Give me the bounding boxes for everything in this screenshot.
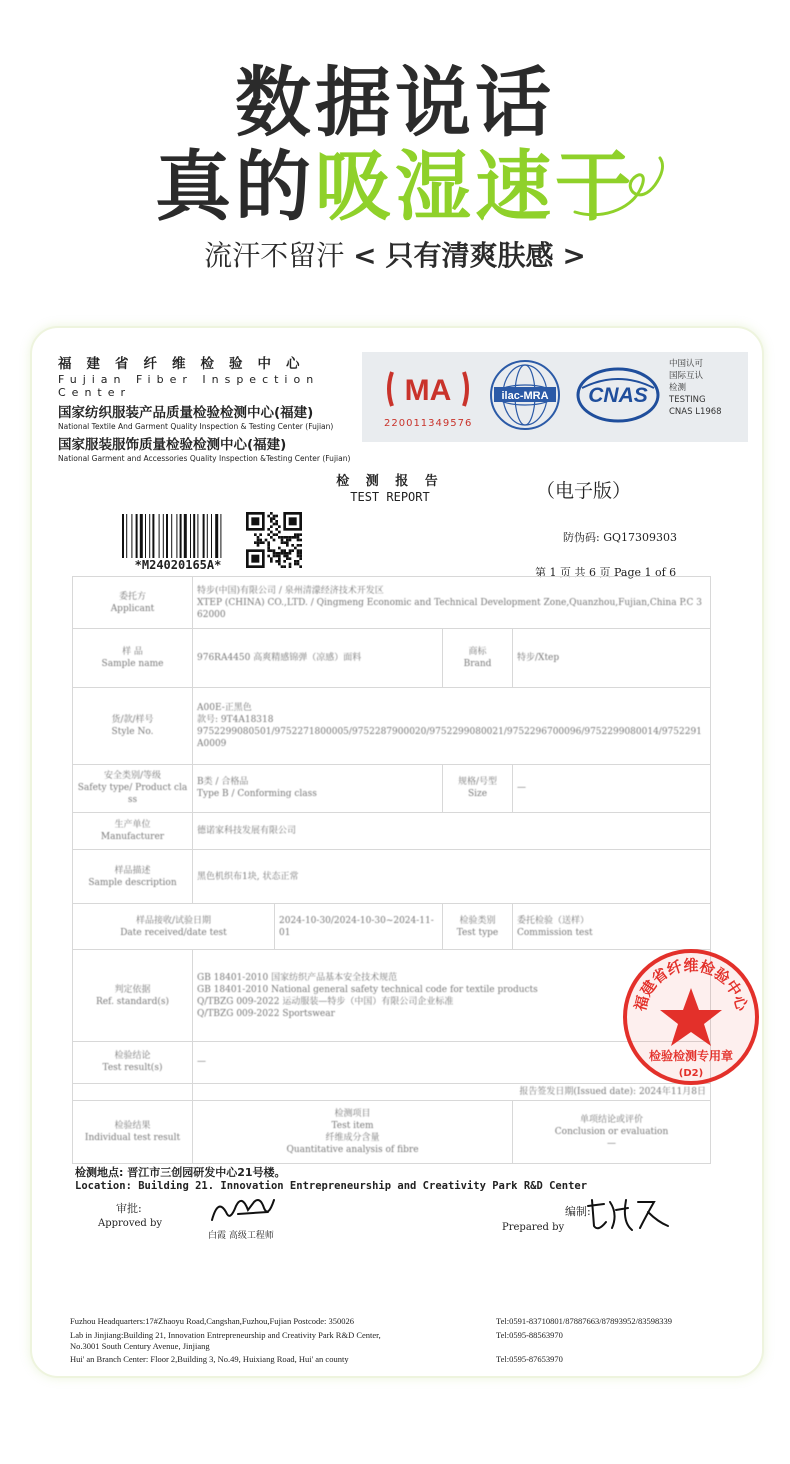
svg-text:CNAS: CNAS [588, 384, 648, 407]
subheadline-plain: 流汗不留汗 [204, 239, 345, 272]
stamp-code: (D2) [678, 1068, 704, 1079]
approved-by-en: Approved by [98, 1218, 163, 1229]
brand-label: 商标 Brand [443, 629, 513, 687]
org-name-en: Fujian Fiber Inspection Center [58, 373, 320, 399]
edition-label: （电子版） [536, 480, 632, 502]
report-title-cn: 检 测 报 告 [336, 474, 444, 489]
issue-date: 报告签发日期(Issued date): 2024年11月8日 [193, 1083, 711, 1101]
test-item-cell [193, 1101, 513, 1164]
applicant-label: 委托方 Applicant [73, 577, 193, 629]
cnas-line: 中国认可 [669, 359, 704, 369]
org-name-cn: 福建省纤维检验中心 [58, 356, 315, 372]
applicant-value: 特步(中国)有限公司 / 泉州清濛经济技术开发区 XTEP (CHINA) CO.,LTD. / Qingmeng Economic and Technical Development Zone,Quanzhou,Fujian,China P.C 362000 [193, 577, 711, 629]
style-value: A00E-正黑色 款号: 9T4A18318 9752299080501/9752271800005/9752287900020/9752299080021/9752296700096/9752299080014/9752291A0009 [193, 687, 711, 764]
footer-huian: Hui' an Branch Center: Floor 2,Building 3, No.49, Huixiang Road, Hui' an county [70, 1354, 349, 1364]
safety-label: 安全类别/等级 Safety type/ Product class [73, 764, 193, 812]
subheadline-bold: 只有清爽肤感 [385, 239, 554, 272]
date-label: 样品接收/试验日期 Date received/date test [73, 904, 275, 950]
certification-logos [362, 352, 748, 442]
prepared-by-en: Prepared by [502, 1222, 565, 1233]
headline-prefix: 真的 [155, 142, 315, 231]
conclusion-label: 单项结论或评价 Conclusion or evaluation [554, 1115, 669, 1138]
footer-lab-tel: Tel:0595-88563970 [496, 1330, 563, 1340]
garment-center-en: National Garment and Accessories Quality Inspection &Testing Center (Fujian) [58, 454, 351, 463]
approved-by-cn: 审批: [116, 1202, 142, 1215]
stamp-text: 福建省纤维检验中心 [631, 956, 751, 1013]
headline-line-1: 数据说话 [235, 58, 555, 147]
result-value: — [193, 1041, 711, 1083]
cma-number: 220011349576 [384, 418, 473, 429]
report-table [72, 576, 711, 1164]
official-stamp-icon [620, 946, 762, 1088]
national-center-en: National Textile And Garment Quality Inspection & Testing Center (Fujian) [58, 422, 334, 431]
standard-value: GB 18401-2010 国家纺织产品基本安全技术规范 GB 18401-2010 National general safety technical code for textile products Q/TBZG 009-2022 运动服装—特步（中国）有限公司企业标准 Q/TBZG 009-2022 Sportswear [193, 950, 711, 1042]
headline-line-2 [0, 126, 790, 235]
anti-fake-code: 防伪码: GQ17309303 [563, 531, 677, 544]
description-label: 样品描述 Sample description [73, 850, 193, 904]
footer-hq: Fuzhou Headquarters:17#Zhaoyu Road,Cangshan,Fuzhou,Fujian Postcode: 350026 [70, 1316, 355, 1326]
sample-label: 样 品 Sample name [73, 629, 193, 687]
individual-result-label: 检验结果 Individual test result [73, 1101, 193, 1164]
subheadline [0, 234, 790, 274]
conclusion-value: — [607, 1139, 617, 1150]
barcode-icon [120, 514, 232, 560]
footer-hq-tel: Tel:0591-83710801/87887663/87893952/83598339 [496, 1316, 673, 1326]
report-title-en: TEST REPORT [350, 490, 430, 504]
svg-text:ilac-MRA: ilac-MRA [501, 390, 549, 402]
swirl-decoration-icon [570, 150, 670, 220]
result-label: 检验结论 Test result(s) [73, 1041, 193, 1083]
page-indicator: 第 1 页 共 6 页 Page 1 of 6 [535, 566, 677, 579]
cma-logo-icon [384, 368, 472, 410]
manufacturer-label: 生产单位 Manufacturer [73, 812, 193, 850]
date-value: 2024-10-30/2024-10-30~2024-11-01 [275, 904, 443, 950]
qr-code-icon [246, 512, 302, 568]
safety-value: B类 / 合格品 Type B / Conforming class [193, 764, 443, 812]
left-angle-icon: < [353, 239, 377, 272]
svg-text:MA: MA [404, 374, 452, 407]
footer-lab-address: No.3001 South Century Avenue, Jinjiang [70, 1341, 210, 1351]
test-item-value: 纤维成分含量 Quantitative analysis of fibre [286, 1133, 419, 1156]
approver-signature-icon [208, 1192, 278, 1228]
standard-label: 判定依据 Ref. standard(s) [73, 950, 193, 1042]
footer-lab: Lab in Jinjiang:Building 21, Innovation Entrepreneurship and Creativity Park R&D Center, [70, 1330, 381, 1340]
prepared-by-cn: 编制: [565, 1205, 591, 1218]
sample-value: 976RA4450 高爽精感锦弹（凉感）面料 [193, 629, 443, 687]
headline-highlight: 吸湿速干 [315, 142, 635, 231]
org-header [58, 352, 363, 463]
cnas-accreditation-text [669, 358, 722, 418]
national-center-cn: 国家纺织服装产品质量检验检测中心(福建) [58, 405, 314, 421]
cnas-line: TESTING [669, 395, 706, 405]
cnas-line: 国际互认 [669, 371, 704, 381]
cnas-logo-icon [576, 366, 660, 424]
size-value: — [513, 764, 711, 812]
size-label: 规格/号型 Size [443, 764, 513, 812]
garment-center-cn: 国家服装服饰质量检验检测中心(福建) [58, 437, 287, 453]
footer-huian-tel: Tel:0595-87653970 [496, 1354, 563, 1364]
test-item-label: 检测项目 Test item [331, 1109, 374, 1132]
brand-value: 特步/Xtep [513, 629, 711, 687]
location-en: Location: Building 21. Innovation Entrepreneurship and Creativity Park R&D Center [75, 1180, 588, 1192]
cnas-line: 检测 [669, 383, 687, 393]
test-type-label: 检验类别 Test type [443, 904, 513, 950]
approver-name: 白霞 高级工程师 [208, 1231, 274, 1241]
manufacturer-value: 德诺家科技发展有限公司 [193, 812, 711, 850]
style-label: 货/款/样号 Style No. [73, 687, 193, 764]
location-cn: 检测地点: 晋江市三创园研发中心21号楼。 [75, 1166, 286, 1179]
stamp-bottom-text: 检验检测专用章 [648, 1049, 734, 1063]
right-angle-icon: > [562, 239, 586, 272]
ilac-mra-logo-icon [488, 358, 562, 432]
description-value: 黑色机织布1块, 状态正常 [193, 850, 711, 904]
cnas-line: CNAS L1968 [669, 407, 722, 417]
preparer-signature-icon [582, 1192, 674, 1236]
barcode-text: *M24020165A* [134, 558, 222, 572]
conclusion-cell [513, 1101, 711, 1164]
test-type-value: 委托检验（送样） Commission test [513, 904, 711, 950]
